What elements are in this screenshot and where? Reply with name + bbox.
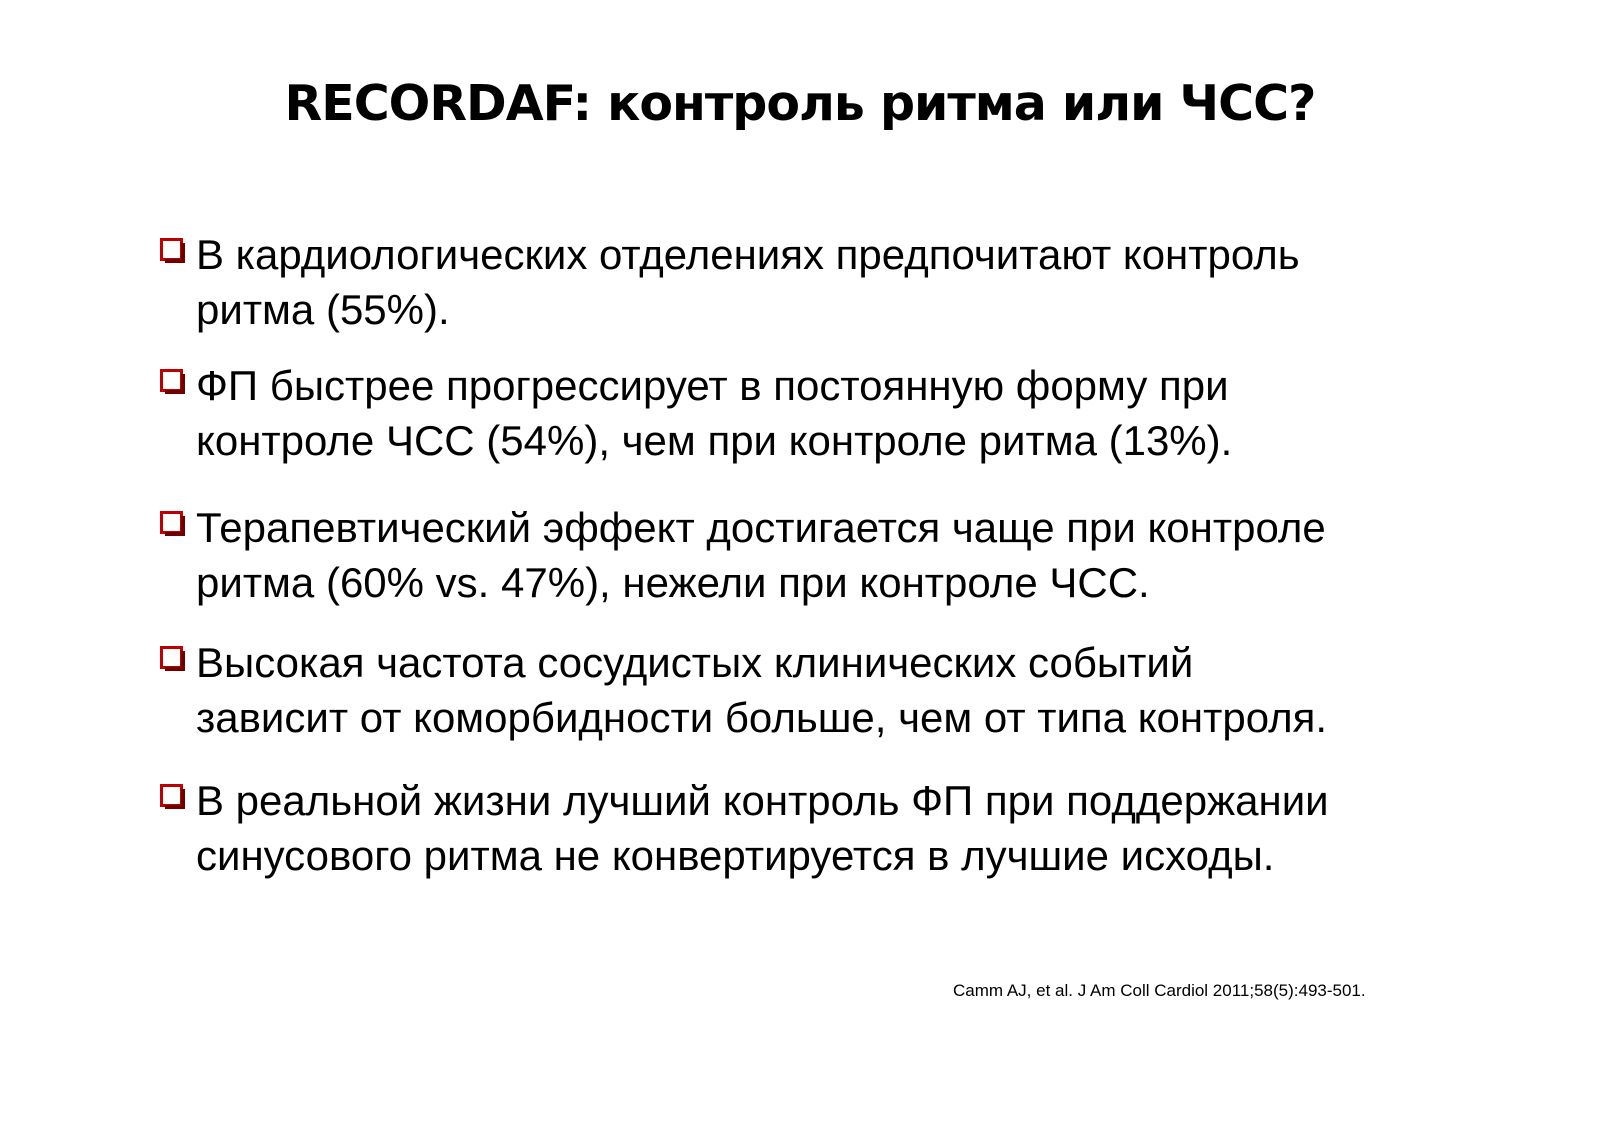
checkbox-square-icon	[160, 369, 186, 395]
bullet-line: синусового ритма не конвертируется в лучшие исходы.	[196, 832, 1275, 879]
bullet-text	[196, 773, 1556, 883]
checkbox-square-icon	[160, 238, 186, 264]
bullet-text	[196, 500, 1556, 610]
bullet-line: контроле ЧСС (54%), чем при контроле ритма (13%).	[196, 417, 1233, 464]
bullet-text	[196, 358, 1556, 468]
slide-title: RECORDAF: контроль ритма или ЧСС?	[284, 75, 1316, 132]
bullet-line: В кардиологических отделениях предпочитают контроль	[196, 231, 1300, 278]
bullet-line: Высокая частота сосудистых клинических событий	[196, 639, 1194, 686]
bullet-line: зависит от коморбидности больше, чем от типа контроля.	[196, 694, 1328, 741]
bullet-line: ФП быстрее прогрессирует в постоянную форму при	[196, 362, 1229, 409]
bullet-text	[196, 227, 1556, 337]
citation: Camm AJ, et al. J Am Coll Cardiol 2011;58(5):493-501.	[953, 981, 1366, 1000]
bullet-line: ритма (60% vs. 47%), нежели при контроле ЧСС.	[196, 559, 1150, 606]
checkbox-square-icon	[160, 646, 186, 672]
bullet-line: В реальной жизни лучший контроль ФП при поддержании	[196, 777, 1329, 824]
bullet-text	[196, 635, 1556, 745]
checkbox-square-icon	[160, 511, 186, 537]
bullet-line: ритма (55%).	[196, 286, 450, 333]
checkbox-square-icon	[160, 784, 186, 810]
bullet-line: Терапевтический эффект достигается чаще при контроле	[196, 504, 1326, 551]
